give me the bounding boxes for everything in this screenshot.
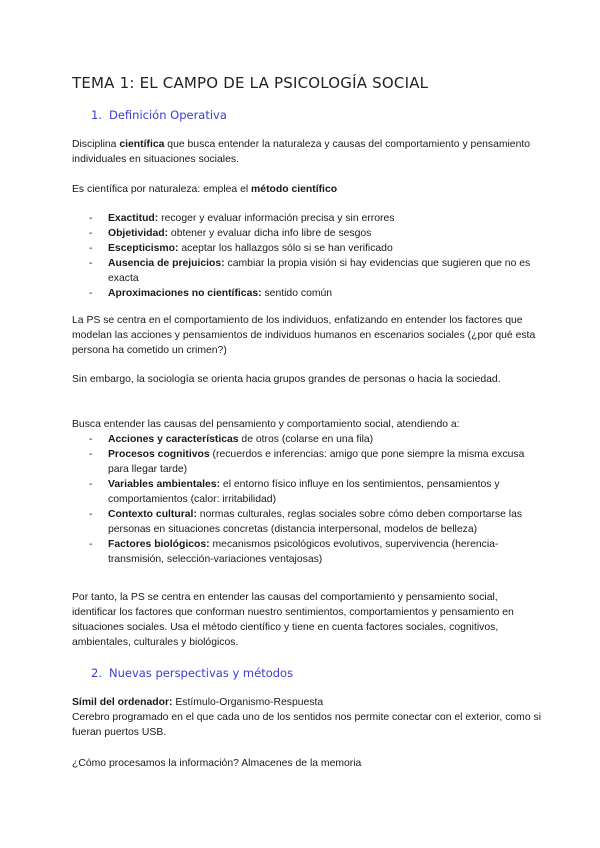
bold-text: Objetividad: [108,228,169,239]
text: Disciplina [72,139,120,150]
list-item [72,226,542,241]
text: el entorno físico influye en los sentimientos, pensamientos y comportamientos (calor: irritabilidad) [108,479,500,505]
dash-bullet: - [89,479,93,490]
dash-bullet: - [89,434,93,445]
text: aceptar los hallazgos sólo si se han verificado [178,243,393,254]
dash-bullet: - [89,509,93,520]
causes-list [72,432,542,567]
dash-bullet: - [89,449,93,460]
paragraph-brain: Cerebro programado en el que cada uno de los sentidos nos permite conectar con el exterior, como si fueran puertos USB. [72,712,541,739]
paragraph-sociology: Sin embargo, la sociología se orienta hacia grupos grandes de personas o hacia la sociedad. [72,374,501,385]
bold-text: Acciones y características [108,434,239,445]
section-number: 2. [91,666,102,680]
text: de otros (colarse en una fila) [238,434,374,445]
page-title: TEMA 1: EL CAMPO DE LA PSICOLOGÍA SOCIAL [72,74,429,92]
bold-text: Procesos cognitivos [108,449,210,460]
list-item [72,256,542,286]
bold-text: Ausencia de prejuicios: [108,258,225,269]
section-number: 1. [91,108,102,122]
text: cambiar la propia visión si hay evidencias que sugieren que no es exacta [108,258,531,284]
dash-bullet: - [89,258,93,269]
bold-text: Símil del ordenador: [72,697,173,708]
list-item [72,286,542,301]
paragraph-definition [72,137,542,167]
paragraph-computer-analogy [72,695,542,710]
text: Estímulo-Organismo-Respuesta [172,697,324,708]
bold-text: método científico [251,184,338,195]
list-item [72,432,542,447]
bold-text: Factores biológicos: [108,539,210,550]
bold-text: Exactitud: [108,213,159,224]
list-item [72,507,542,537]
bold-text: Contexto cultural: [108,509,197,520]
list-item [72,447,542,477]
paragraph-summary: Por tanto, la PS se centra en entender las causas del comportamiento y pensamiento social, identificar los factores que conforman nuestro sentimientos, comportamientos y pensamiento en situaciones sociales. Usa el método científico y tiene en cuenta factores sociales, cognitivos, ambientales, culturales y biológicos. [72,592,514,649]
paragraph-scientific [72,182,542,197]
section-heading-1 [91,108,227,122]
bold-text: Escepticismo: [108,243,179,254]
text: que busca entender la naturaleza y causas del comportamiento y pensamiento individuales en situaciones sociales. [72,139,531,166]
section-heading-2 [91,666,293,680]
text: sentido común [261,288,333,299]
list-item [72,537,542,567]
list-item [72,477,542,507]
text: recoger y evaluar información precisa y sin errores [158,213,395,224]
section-label: Definición Operativa [109,108,227,122]
bold-text: Variables ambientales: [108,479,221,490]
dash-bullet: - [89,288,93,299]
dash-bullet: - [89,213,93,224]
paragraph-ps-focus: La PS se centra en el comportamiento de los individuos, enfatizando en entender los factores que modelan las acciones y pensamientos de individuos humanos en escenarios sociales (¿por qué esta persona ha cometido un crimen?) [72,315,536,357]
text: Es científica por naturaleza: emplea el [72,184,252,195]
text: obtener y evaluar dicha info libre de sesgos [168,228,372,239]
text: (recuerdos e inferencias: amigo que pone siempre la misma excusa para llegar tarde) [108,449,525,475]
dash-bullet: - [89,539,93,550]
dash-bullet: - [89,243,93,254]
section-label: Nuevas perspectivas y métodos [109,666,294,680]
paragraph-causes-intro: Busca entender las causas del pensamiento y comportamiento social, atendiendo a: [72,419,460,430]
list-item [72,241,542,256]
dash-bullet: - [89,228,93,239]
paragraph-memory-question: ¿Cómo procesamos la información? Almacenes de la memoria [72,758,362,769]
text: normas culturales, reglas sociales sobre cómo deben comportarse las personas en situaciones concretas (distancia interpersonal, modelos de belleza) [108,509,523,535]
bold-text: Aproximaciones no científicas: [108,288,262,299]
scientific-values-list [72,211,542,301]
bold-text: científica [119,139,165,150]
text: mecanismos psicológicos evolutivos, supervivencia (herencia-transmisión, selección-variaciones ventajosas) [108,539,499,565]
list-item [72,211,542,226]
